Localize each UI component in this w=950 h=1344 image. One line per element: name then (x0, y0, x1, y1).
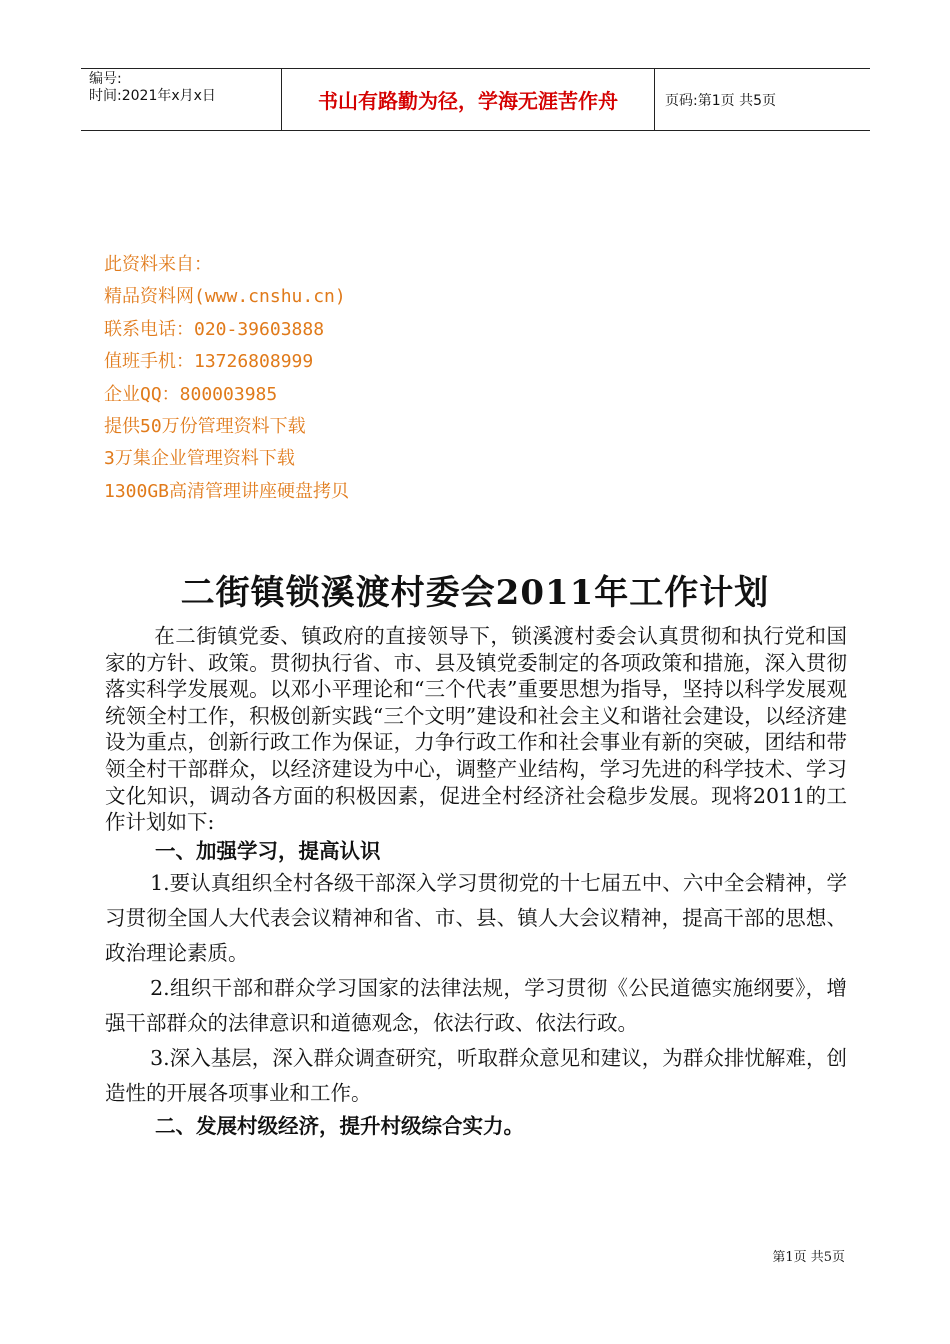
promo-line: 联系电话：020-39603888 (104, 318, 325, 340)
document-title: 二街镇锁溪渡村委会2011年工作计划 (180, 573, 770, 613)
promo-block (104, 249, 349, 508)
promo-line: 此资料来自： (104, 254, 212, 275)
number-label: 编号: (89, 71, 122, 87)
header-motto: 书山有路勤为径，学海无涯苦作舟 (282, 69, 655, 130)
promo-line: 值班手机：13726808999 (104, 351, 314, 373)
promo-line: 3万集企业管理资料下载 (104, 448, 295, 470)
header-page-info: 页码:第1页 共5页 (665, 92, 776, 109)
list-item: 3.深入基层，深入群众调查研究，听取群众意见和建议，为群众排忧解难，创造性的开展各项事业和工作。 (105, 1045, 847, 1105)
list-item: 1.要认真组织全村各级干部深入学习贯彻党的十七届五中、六中全会精神，学习贯彻全国人大代表会议精神和省、市、县、镇人大会议精神，提高干部的思想、政治理论素质。 (105, 870, 847, 965)
header-meta (81, 69, 282, 130)
promo-line: 精品资料网(www.cnshu.cn) (104, 286, 346, 308)
intro-paragraph: 在二街镇党委、镇政府的直接领导下，锁溪渡村委会认真贯彻和执行党和国家的方针、政策。贯彻执行省、市、县及镇党委制定的各项政策和措施，深入贯彻落实科学发展观。以邓小平理论和“三个代表”重要思想为指导，坚持以科学发展观统领全村工作，积极创新实践“三个文明”建设和社会主义和谐社会建设，以经济建设为重点，创新行政工作为保证，力争行政工作和社会事业有新的突破，团结和带领全村干部群众，以经济建设为中心，调整产业结构，学习先进的科学技术、学习文化知识，调动各方面的积极因素，促进全村经济社会稳步发展。现将2011的工作计划如下: (105, 624, 847, 835)
page-footer: 第1页 共5页 (772, 1250, 845, 1265)
promo-line: 1300GB高清管理讲座硬盘拷贝 (104, 480, 350, 502)
document-body (105, 623, 847, 1141)
section-heading: 二、发展村级经济，提升村级综合实力。 (155, 1113, 524, 1138)
section-heading: 一、加强学习，提高认识 (155, 838, 381, 863)
document-header (81, 68, 870, 131)
promo-line: 企业QQ：800003985 (104, 383, 278, 405)
promo-line: 提供50万份管理资料下载 (104, 415, 306, 437)
list-item: 2.组织干部和群众学习国家的法律法规，学习贯彻《公民道德实施纲要》，增强干部群众的法律意识和道德观念，依法行政、依法行政。 (105, 975, 847, 1035)
time-label: 时间:2021年x月x日 (89, 88, 216, 104)
